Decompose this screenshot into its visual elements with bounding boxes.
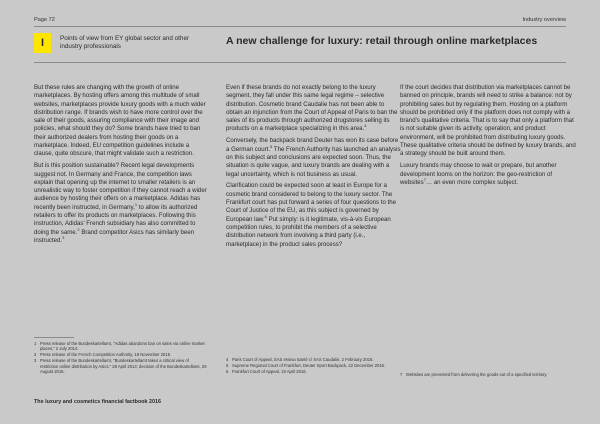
- chapter-number-badge: I: [34, 33, 51, 53]
- paragraph: Luxury brands may choose to wait or prepare, but another development looms on the horizon: the geo-restriction of websites$^7$… an even more complex subject.: [400, 162, 557, 186]
- footnote: 2 Press release of the French Competition Authority, 18 November 2015.: [34, 352, 172, 358]
- footnote: 4 Paris Court of Appeal, SAS eNova Santé c/ SAS Caudalie, 2 February 2016.: [226, 357, 374, 362]
- footnotes-column-2: [226, 357, 396, 375]
- paragraph: But is this position sustainable? Recent legal developments suggest not. In Germany and France, the competition laws explain that opening up the internet to smaller retailers is an unrealistic way to foster competition if they cannot reach a wider audience by hosting their offers on a marketplace. Adidas has recently been instructed, in Germany,$^1$ to allow its authorized retailers to offer its products on marketplaces. Following this instruction, Adidas' French subsidiary has also committed to doing the same.$^2$ Brand competitor Asics has similarly been instructed.$^3$: [34, 162, 207, 244]
- chapter-subtitle: Points of view from EY global sector and other industry professionals: [60, 35, 190, 50]
- page-number: Page 72: [34, 17, 55, 23]
- paragraph: If the court decides that distribution via marketplaces cannot be banned on principle, brands will need to strike a balance: not by prohibiting sales but by regulating them. Hosting on a platform should be prohibited only if the platform does not comply with a brand's qualitative criteria. That is to say that only a platform that is not suitable given its activity, operation, and product environment, will be prohibited from distributing luxury goods. These qualitative criteria should be defined by luxury brands, and a strategy should be built around them.: [400, 84, 576, 158]
- paragraph: But these rules are changing with the growth of online marketplaces. By hosting offers among this multitude of small websites, marketplaces provide luxury goods with a much wider distribution range. If brands wish to have more control over the sale of their goods, assuring compliance with their image and policies, what should they do? Some brands have tried to ban their authorized dealers from hosting their goods on a marketplace. Indeed, EU competition guidelines include a clause, quite obscure, that might validate such a restriction.: [34, 84, 206, 158]
- footnote-mark: 2: [77, 226, 80, 232]
- body-column-2: [226, 84, 401, 252]
- title-divider: [34, 62, 566, 63]
- footnotes-column-1: [34, 341, 219, 375]
- footnote-mark: 5: [270, 143, 273, 149]
- footnote-mark: 6: [264, 213, 267, 219]
- footnotes-column-3: [400, 372, 578, 378]
- article-title: A new challenge for luxury: retail through online marketplaces: [226, 35, 538, 47]
- paragraph: Clarification could be expected soon at least in Europe for a cosmetic brand considered to belong to the luxury sector. The Frankfurt court has put forward a series of four questions to the Court of Justice of the EU, as this subject is governed by European law.$^6$ Put simply: is it legitimate, vis-à-vis European competition rules, to prohibit the members of a selective distribution network from involving a third party (i.e., marketplace) in the product sales process?: [226, 182, 397, 248]
- footnote: 1 Press release of the Bundeskartellamt, "Adidas abandons ban on sales via online market places," 2 July 2014.: [34, 341, 205, 352]
- footnote-mark: 7: [423, 176, 426, 182]
- footnote-mark: 1: [134, 201, 138, 207]
- header-divider: [34, 26, 566, 27]
- footnote: 3 Press release of the Bundeskartellamt, "Bundeskartellamt takes a critical view of restriction online distribution by Asics," 28 April 2014; decision of the Bundeskartellamt, 26 August 2015.: [34, 358, 207, 375]
- paragraph: Conversely, the backpack brand Deuter has won its case before a German court.$^5$ The French Authority has launched an analysis on this subject and conclusions are expected soon. Thus, the situation is quite vague, and luxury brands are dealing with a legal uncertainty, which is not business as usual.: [226, 137, 401, 178]
- footnote: 6 Frankfurt Court of Appeal, 19 April 2016.: [226, 368, 307, 374]
- paragraph: Even if these brands do not exactly belong to the luxury segment, they fall under this same legal regime – selective distribution. Cosmetic brand Caudalie has not been able to obtain an injunction from the Court of Appeal of Paris to ban the sales of its products through authorized drugstores selling its products on a marketplace specializing in this area.$^4$: [226, 84, 398, 133]
- body-column-3: [400, 84, 578, 191]
- body-column-1: [34, 84, 209, 249]
- footnote: 5 Supreme Regional Court of Frankfurt, Deuter Sport Backpack, 22 December 2015.: [226, 362, 386, 368]
- footnote-divider: [34, 337, 74, 338]
- footnote-mark: 4: [364, 123, 367, 129]
- section-label: Industry overview: [522, 17, 566, 23]
- footer-title: The luxury and cosmetics financial factbook 2016: [34, 399, 162, 405]
- footnote-mark: 3: [62, 234, 65, 240]
- footnote: 7 Websites are prevented from delivering the goods out of a specified territory.: [400, 372, 548, 377]
